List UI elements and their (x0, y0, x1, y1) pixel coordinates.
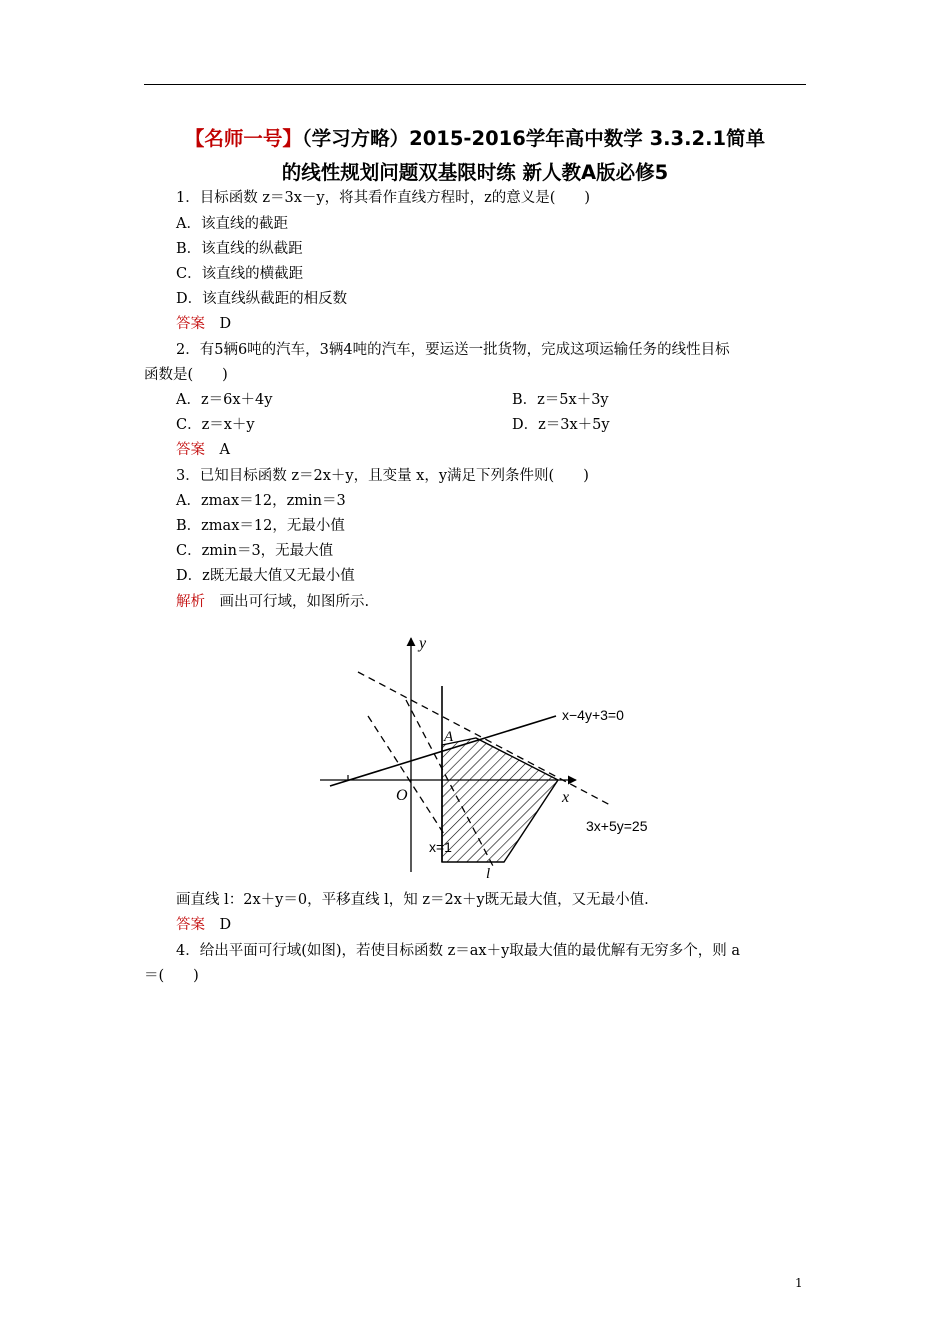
q4-stem-line2: ＝( ) (144, 968, 199, 984)
label-eq1: x−4y+3=0 (562, 707, 624, 723)
q3-stem: 3．已知目标函数 z＝2x＋y，且变量 x，y满足下列条件则( ) (176, 468, 589, 484)
feasible-region-figure (318, 634, 658, 886)
page-number: 1 (795, 1276, 803, 1290)
q3-option-c: C．zmin＝3，无最大值 (176, 543, 334, 559)
feasible-region (442, 738, 558, 862)
q1-option-c: C．该直线的横截距 (176, 266, 304, 282)
q2-option-a: A．z＝6x＋4y (176, 392, 273, 408)
q2-stem-line1: 2．有5辆6吨的汽车，3辆4吨的汽车，要运送一批货物，完成这项运输任务的线性目标 (176, 342, 730, 358)
q3-option-a: A．zmax＝12，zmin＝3 (176, 493, 346, 509)
line-l-1 (368, 716, 444, 834)
q3-answer: 答案 D (176, 917, 232, 933)
q2-answer: 答案 A (176, 442, 230, 458)
q2-option-c: C．z＝x＋y (176, 417, 255, 433)
q3-analysis: 解析 画出可行域，如图所示. (176, 594, 370, 610)
page-title-line2: 的线性规划问题双基限时练 新人教A版必修5 (281, 161, 669, 184)
label-eq2: 3x+5y=25 (586, 818, 648, 834)
q1-answer: 答案 D (176, 316, 232, 332)
q4-stem-line1: 4．给出平面可行域(如图)，若使目标函数 z＝ax＋y取最大值的最优解有无穷多个，则 a (176, 943, 741, 959)
q1-stem: 1．目标函数 z＝3x－y，将其看作直线方程时，z的意义是( ) (176, 190, 591, 206)
q2-option-b: B．z＝5x＋3y (512, 392, 609, 408)
label-x: x (562, 789, 570, 806)
label-origin: O (396, 787, 408, 804)
q3-option-b: B．zmax＝12，无最小值 (176, 518, 345, 534)
q3-after-figure: 画直线 l：2x＋y＝0，平移直线 l，知 z＝2x＋y既无最大值，又无最小值. (176, 892, 649, 908)
q3-option-d: D．z既无最大值又无最小值 (176, 568, 355, 584)
q1-option-d: D．该直线纵截距的相反数 (176, 291, 348, 307)
label-point-a: A (444, 729, 454, 745)
q1-option-b: B．该直线的纵截距 (176, 241, 303, 257)
page-title-line1: 【名师一号】（学习方略）2015-2016学年高中数学 3.3.2.1简单 (184, 127, 766, 150)
q2-stem-line2: 函数是( ) (144, 367, 228, 383)
q2-option-d: D．z＝3x＋5y (512, 417, 610, 433)
header-rule (144, 84, 806, 85)
label-eq3: x=1 (429, 839, 452, 855)
q1-option-a: A．该直线的截距 (176, 216, 288, 232)
label-y: y (419, 635, 427, 652)
label-line-l: l (486, 866, 491, 882)
